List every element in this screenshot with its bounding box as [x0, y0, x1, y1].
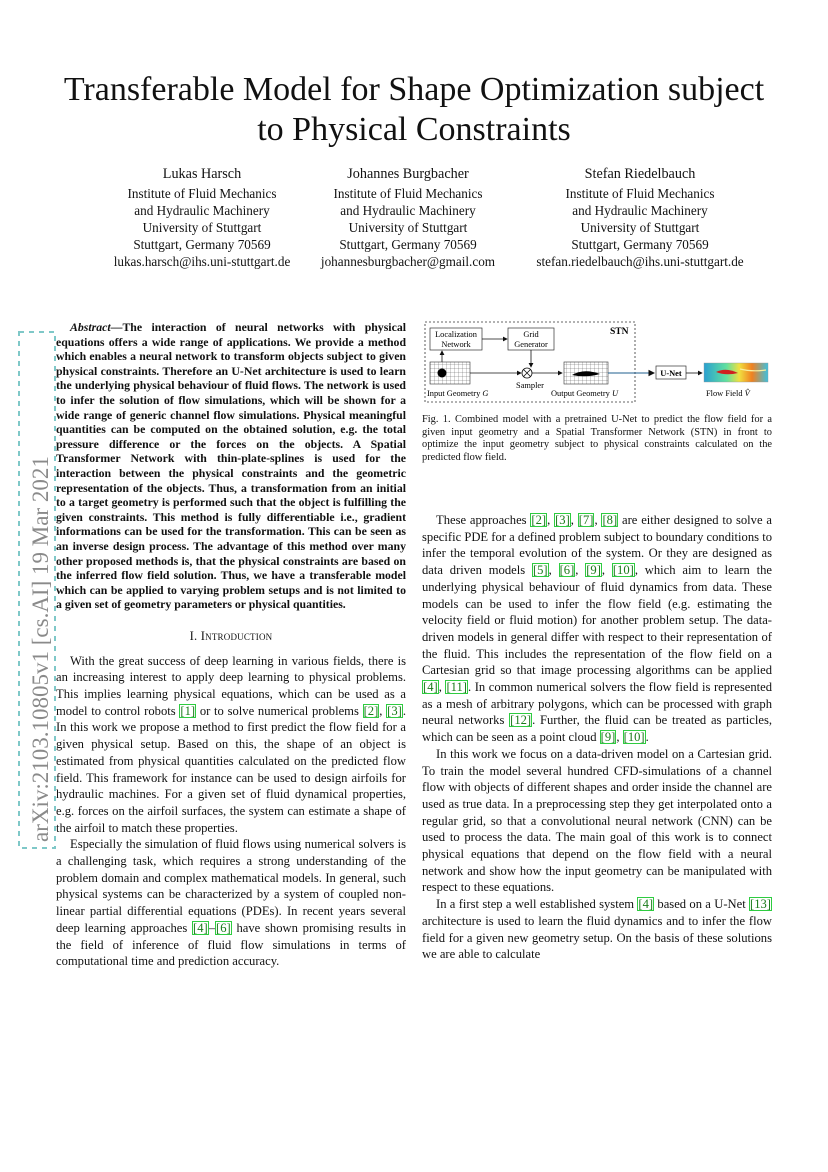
text-run: based on a U-Net — [654, 897, 750, 912]
input-geometry-label: Input Geometry G — [427, 389, 489, 398]
author-affiliation: University of Stuttgart — [348, 220, 468, 235]
text-run: . In common numerical solvers the flow field is represented as a mesh of arbitrary polygons, which can be processed with graph neural networks — [422, 680, 773, 728]
paper-title — [40, 70, 788, 150]
figure-1-caption: Fig. 1. Combined model with a pretrained U-Net to predict the flow field for a given input geometry and a Spatial Transformer Network (STN) in front to optimize the input geometry subject to physical constraints calculated on the predicted flow field. — [422, 414, 772, 463]
citation-link[interactable]: [4] — [423, 680, 438, 695]
body-paragraph-1 — [422, 512, 772, 746]
author-affiliation: Institute of Fluid Mechanics — [565, 186, 715, 201]
abstract-text: —The interaction of neural networks with physical equations offers a wide range of applications. We provide a method which enables a neural network to transform objects subject to given physical constraints. Therefore an U-Net architecture is used to learn the underlying physical behaviour of fluid flows. The network is used to infer the solution of flow simulations, which will be shown for a wide range of generic channel flow simulations. Physical meaningful quantities can be computed on the obtained solution, e.g. the total pressure difference or the forces on the objects. A Spatial Transformer Network with thin-plate-splines is used for the interaction between the physical constraints and the geometric representation of the objects. Thus, a transformation from an initial to a target geometry is performed such that the object is fulfilling the given constraints. This method is fully differentiable i.e., gradient informations can be used for the transformation. This can be seen as an inverse design process. The advantage of this method over many other proposed methods is, that the physical constraints are based on the inferred flow field solution. Thus, we have a transferable model which can be applied to varying problem setups and is not limited to a given set of geometry parameters or physical quantities. — [56, 320, 406, 612]
citation-link[interactable]: [2] — [363, 703, 379, 718]
author-email: johannesburgbacher@gmail.com — [320, 254, 496, 269]
author-1 — [92, 166, 312, 270]
text-run: . Further, the fluid can be treated as particles, which can be seen as a point cloud — [422, 713, 772, 745]
text-run: These approaches — [436, 513, 531, 527]
input-geometry-grid — [430, 362, 470, 384]
citation-link[interactable]: [3] — [387, 703, 402, 718]
localization-label-1: Localization — [435, 330, 477, 339]
arxiv-stamp — [18, 330, 58, 850]
citation-link[interactable]: [10] — [612, 563, 634, 578]
sampler-label: Sampler — [516, 381, 544, 390]
author-affiliation: Stuttgart, Germany 70569 — [339, 237, 477, 252]
text-run: Especially the simulation of fluid flows using numerical solvers is a challenging task, which requires a strong understanding of the problem domain and complex mathematical models. In general, such physical systems can be characterized by a system of coupled non-linear partial differential equations (PDEs). In recent years several deep learning approaches — [56, 837, 406, 935]
title-line-1: Transferable Model for Shape Optimization subject — [63, 71, 765, 108]
right-column — [422, 320, 772, 963]
body-paragraph-3 — [422, 896, 772, 963]
grid-label-2: Generator — [514, 340, 548, 349]
author-affiliation: Stuttgart, Germany 70569 — [571, 237, 709, 252]
author-email: lukas.harsch@ihs.uni-stuttgart.de — [113, 254, 291, 269]
text-run: , — [575, 563, 586, 578]
text-run: In a first step a well established system — [436, 897, 638, 912]
output-geometry-label: Output Geometry U — [551, 389, 619, 398]
title-line-2: to Physical Constraints — [257, 111, 571, 148]
author-affiliation: Institute of Fluid Mechanics — [333, 186, 483, 201]
figure-1-diagram — [422, 320, 772, 406]
text-run: , which aim to learn the underlying physical behaviour of fluid dynamics from data. These models can be used to infer the flow field (e.g. estimating the velocity field or fluid motion) for another problem setup. The data-driven models in general differ with respect to their representation of the fluid. This includes the representation of the flow field on a Cartesian grid so that image processing algorithms can be applied — [422, 563, 773, 678]
author-affiliation: Institute of Fluid Mechanics — [127, 186, 277, 201]
flow-field-label: Flow Field V̂ — [706, 389, 750, 398]
text-run: , — [601, 563, 612, 578]
citation-link[interactable]: [8] — [602, 513, 618, 527]
unet-label: U-Net — [660, 369, 682, 378]
text-run: , — [570, 513, 578, 527]
section-number: I. — [189, 628, 198, 643]
text-run: , — [594, 513, 602, 527]
citation-link[interactable]: [3] — [555, 513, 570, 527]
author-name: Lukas Harsch — [162, 166, 242, 182]
citation-link[interactable]: [7] — [578, 513, 594, 527]
text-run: . — [645, 730, 649, 745]
abstract — [56, 320, 406, 612]
citation-link[interactable]: [1] — [180, 703, 196, 718]
author-affiliation: and Hydraulic Machinery — [134, 203, 270, 218]
citation-link[interactable]: [9] — [600, 730, 616, 745]
author-name: Johannes Burgbacher — [347, 166, 469, 182]
text-run: , — [547, 513, 555, 527]
text-run: , — [438, 680, 446, 695]
left-column — [56, 320, 406, 970]
author-affiliation: University of Stuttgart — [580, 220, 700, 235]
text-run: or to solve numerical problems — [196, 703, 363, 718]
text-run: . In this work we propose a method to first predict the flow field for a given physical setup. Based on this, the shape of an object is estimated from physical quantities calculated on the predicted flow field. This framework for instance can be used to design airfoils for hydraulic machines. For a given set of fluid dynamical properties, e.g. forces on the airfoil surfaces, the system can estimate a shape of the airfoil to match these properties. — [56, 703, 407, 835]
input-geometry-object — [438, 369, 447, 378]
author-email: stefan.riedelbauch@ihs.uni-stuttgart.de — [536, 254, 744, 269]
text-run: With the great success of deep learning in various fields, there is an increasing interest to apply deep learning to physical problems. This implies learning physical equations, which can be used as a model to control robots — [56, 653, 406, 718]
text-run: architecture is used to learn the fluid dynamics and to infer the flow field for a given new geometry setup. On the basis of these solutions we are able to calculate — [422, 913, 772, 962]
grid-label-1: Grid — [523, 330, 539, 339]
citation-link[interactable]: [13] — [750, 897, 771, 912]
author-2 — [298, 166, 518, 270]
stn-label: STN — [610, 327, 629, 337]
citation-link[interactable]: [5] — [532, 563, 548, 578]
section-heading-introduction — [56, 628, 406, 645]
intro-paragraph-2 — [56, 836, 406, 970]
author-affiliation: Stuttgart, Germany 70569 — [133, 237, 271, 252]
arxiv-id: arXiv:2103.10805v1 [cs.AI] 19 Mar 2021 — [28, 456, 53, 842]
citation-link[interactable]: [2] — [531, 513, 547, 527]
citation-link[interactable]: [10] — [623, 730, 645, 745]
citation-link[interactable]: [4] — [193, 920, 208, 935]
citation-link[interactable]: [4] — [638, 897, 654, 912]
section-title: Introduction — [200, 628, 273, 643]
author-3 — [520, 166, 760, 270]
abstract-label: Abstract — [70, 320, 111, 334]
text-run: – — [208, 920, 215, 935]
citation-link[interactable]: [11] — [446, 680, 467, 695]
citation-link[interactable]: [12] — [510, 713, 532, 728]
author-affiliation: and Hydraulic Machinery — [340, 203, 476, 218]
citation-link[interactable]: [9] — [586, 563, 601, 578]
author-affiliation: and Hydraulic Machinery — [572, 203, 708, 218]
localization-label-2: Network — [441, 340, 471, 349]
author-name: Stefan Riedelbauch — [584, 166, 696, 182]
text-run: , — [379, 703, 387, 718]
text-run: are either designed to solve a specific PDE for a defined problem subject to boundary conditions to infer the temporal evolution of the system. Or they are designed as data driven models — [422, 513, 773, 578]
text-run: , — [616, 730, 623, 745]
citation-link[interactable]: [6] — [559, 563, 575, 578]
body-paragraph-2: In this work we focus on a data-driven model on a Cartesian grid. To train the model several hundred CFD-simulations of a channel flow with objects of different shapes and order inside the channel are used as true data. In a preprocessing step they get interpolated onto a regular grid, so that a convolutional neural network (CNN) can be used to process the data. The main goal of this work is to connect physical equations that depend on the flow field with a neural network and show how the input geometry can be manipulated with respect to these equations. — [422, 746, 772, 895]
text-run: , — [548, 563, 559, 578]
right-body-text — [422, 512, 772, 963]
citation-link[interactable]: [6] — [216, 920, 231, 935]
author-affiliation: University of Stuttgart — [142, 220, 262, 235]
intro-paragraph-1 — [56, 653, 406, 837]
text-run: have shown promising results in the field of inference of fluid flow simulations in terms of computational time and prediction accuracy. — [56, 920, 406, 969]
